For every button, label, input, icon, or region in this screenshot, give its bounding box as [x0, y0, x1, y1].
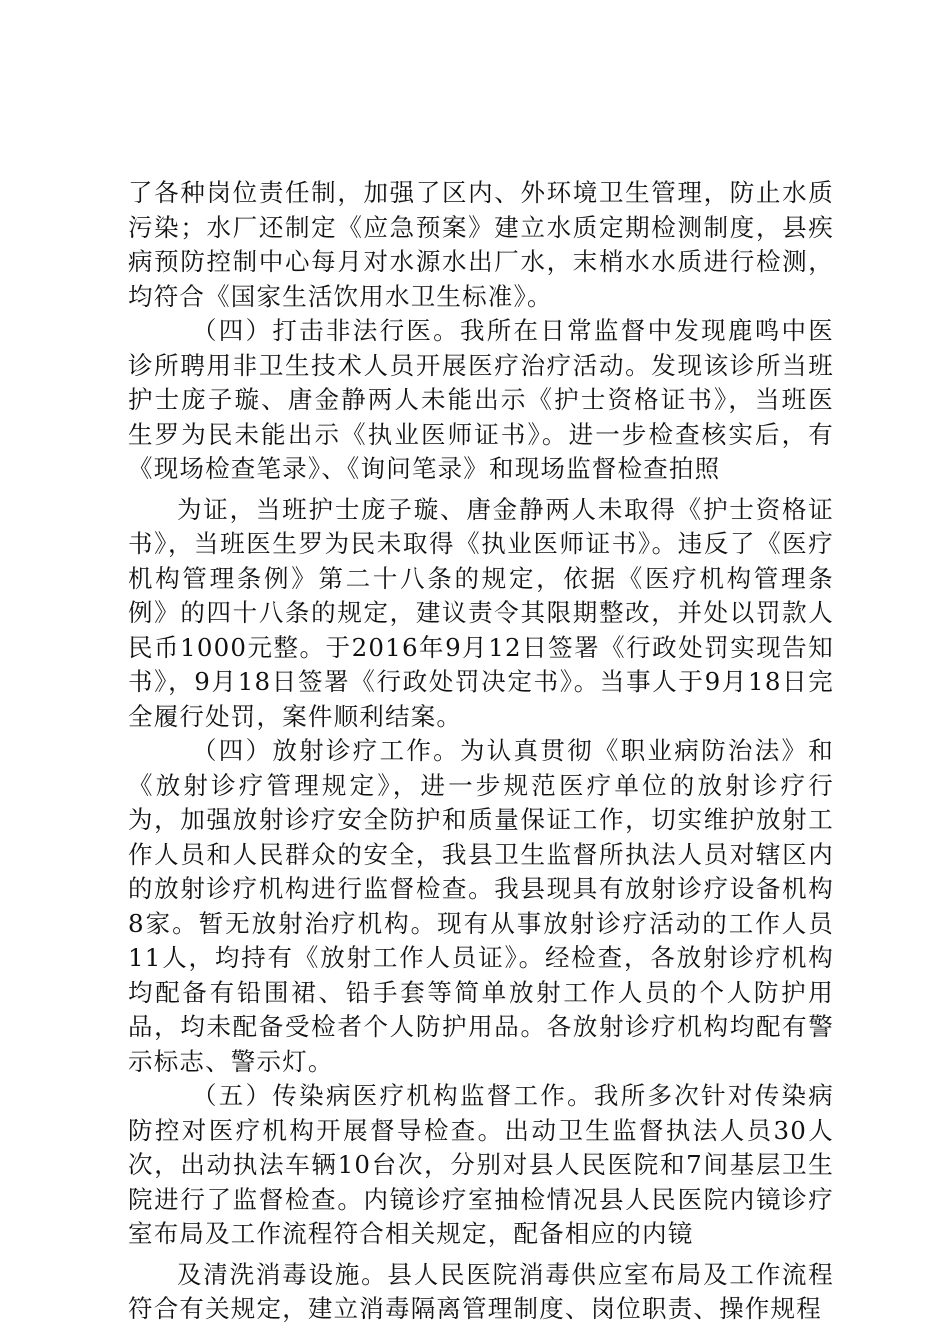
paragraph-infectious-disease: （五）传染病医疗机构监督工作。我所多次针对传染病防控对医疗机构开展督导检查。出动卫生监督执法人员30人次，出动执法车辆10台次，分别对县人民医院和7间基层卫生院进行了监督检查。内镜诊疗室抽检情况县人民医院内镜诊疗室布局及工作流程符合相关规定，配备相应的内镜 — [128, 1081, 834, 1248]
document-page — [128, 176, 834, 1327]
paragraph-disinfection: 及清洗消毒设施。县人民医院消毒供应室布局及工作流程符合有关规定，建立消毒隔离管理制度、岗位职责、操作规程 — [128, 1259, 834, 1323]
paragraph-illegal-practice: （四）打击非法行医。我所在日常监督中发现鹿鸣中医诊所聘用非卫生技术人员开展医疗治疗活动。发现该诊所当班护士庞子璇、唐金静两人未能出示《护士资格证书》，当班医生罗为民未能出示《执业医师证书》。进一步检查核实后，有《现场检查笔录》、《询问笔录》和现场监督检查拍照 — [128, 316, 834, 483]
paragraph-water-quality: 了各种岗位责任制，加强了区内、外环境卫生管理，防止水质污染；水厂还制定《应急预案》建立水质定期检测制度，县疾病预防控制中心每月对水源水出厂水，末梢水水质进行检测，均符合《国家生活饮用水卫生标准》。 — [128, 178, 834, 311]
paragraph-penalty: 为证，当班护士庞子璇、唐金静两人未取得《护士资格证书》，当班医生罗为民未取得《执业医师证书》。违反了《医疗机构管理条例》第二十八条的规定，依据《医疗机构管理条例》的四十八条的规定，建议责令其限期整改，并处以罚款人民币1000元整。于2016年9月12日签署《行政处罚实现告知书》，9月18日签署《行政处罚决定书》。当事人于9月18日完全履行处罚，案件顺利结案。 — [128, 494, 834, 731]
paragraph-radiology: （四）放射诊疗工作。为认真贯彻《职业病防治法》和《放射诊疗管理规定》，进一步规范医疗单位的放射诊疗行为，加强放射诊疗安全防护和质量保证工作，切实维护放射工作人员和人民群众的安全，我县卫生监督所执法人员对辖区内的放射诊疗机构进行监督检查。我县现具有放射诊疗设备机构8家。暂无放射治疗机构。现有从事放射诊疗活动的工作人员11人，均持有《放射工作人员证》。经检查，各放射诊疗机构均配备有铅围裙、铅手套等简单放射工作人员的个人防护用品，均未配备受检者个人防护用品。各放射诊疗机构均配有警示标志、警示灯。 — [128, 736, 834, 1076]
